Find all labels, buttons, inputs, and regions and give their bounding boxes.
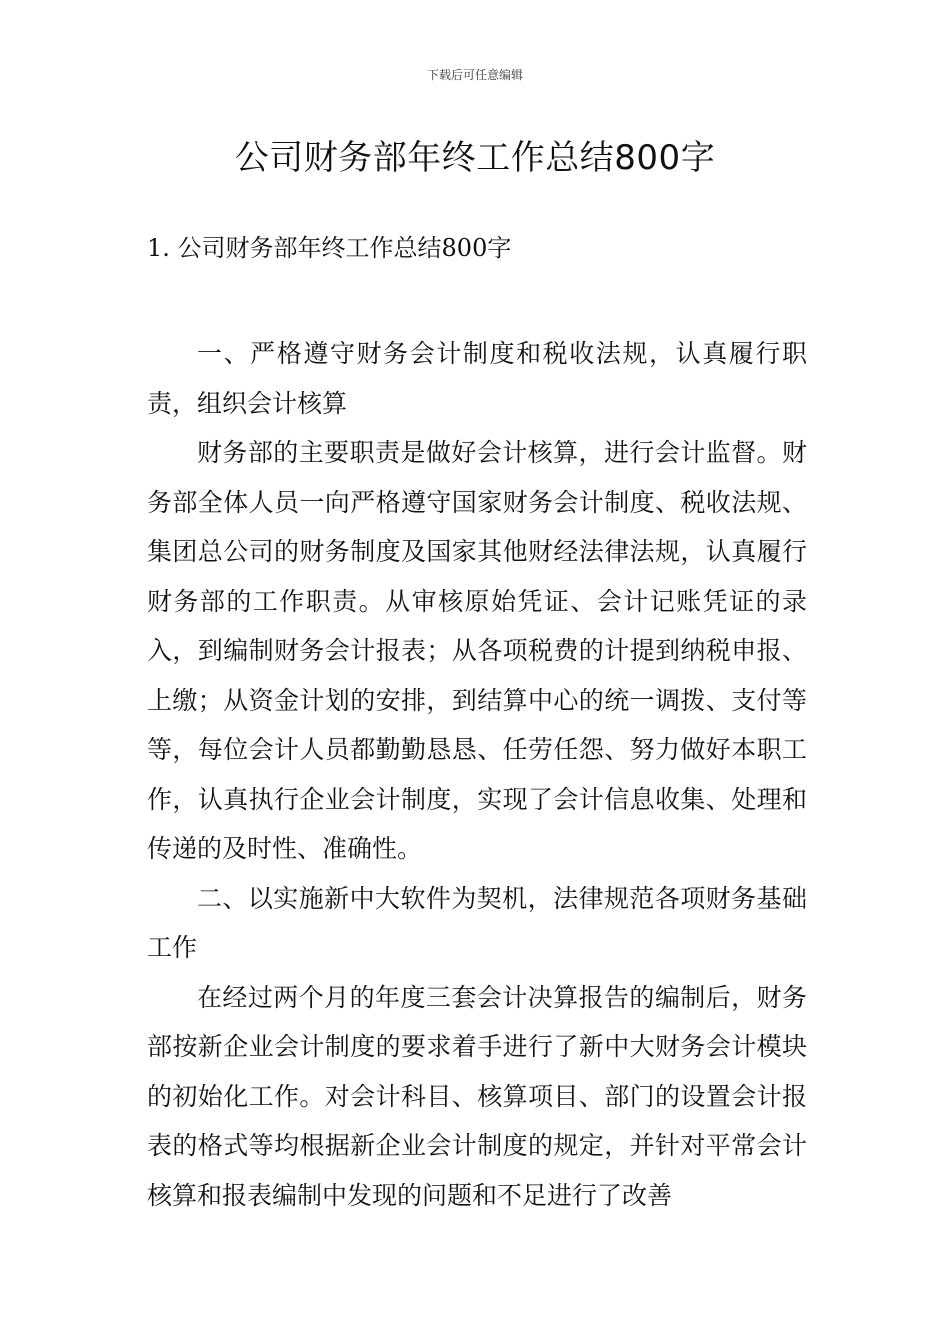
- header-note: 下载后可任意编辑: [426, 68, 523, 82]
- paragraph-heading-1: 一、严格遵守财务会计制度和税收法规，认真履行职责，组织会计核算: [147, 339, 807, 418]
- paragraph-heading-2: 二、以实施新中大软件为契机，法律规范各项财务基础工作: [147, 883, 807, 962]
- section-heading: 1. 公司财务部年终工作总结800字: [147, 234, 512, 262]
- paragraph-body-1: 财务部的主要职责是做好会计核算，进行会计监督。财务部全体人员一向严格遵守国家财务会计制度、税收法规、集团总公司的财务制度及国家其他财经法律法规，认真履行财务部的工作职责。从审核原始凭证、会计记账凭证的录入，到编制财务会计报表；从各项税费的计提到纳税申报、上缴；从资金计划的安排，到结算中心的统一调拨、支付等等，每位会计人员都勤勤恳恳、任劳任怨、努力做好本职工作，认真执行企业会计制度，实现了会计信息收集、处理和传递的及时性、准确性。: [147, 438, 807, 863]
- document-body: [147, 329, 807, 1220]
- paragraph-body-2: 在经过两个月的年度三套会计决算报告的编制后，财务部按新企业会计制度的要求着手进行了新中大财务会计模块的初始化工作。对会计科目、核算项目、部门的设置会计报表的格式等均根据新企业会计制度的规定，并针对平常会计核算和报表编制中发现的问题和不足进行了改善: [147, 982, 807, 1210]
- document-title: 公司财务部年终工作总结800字: [234, 138, 716, 178]
